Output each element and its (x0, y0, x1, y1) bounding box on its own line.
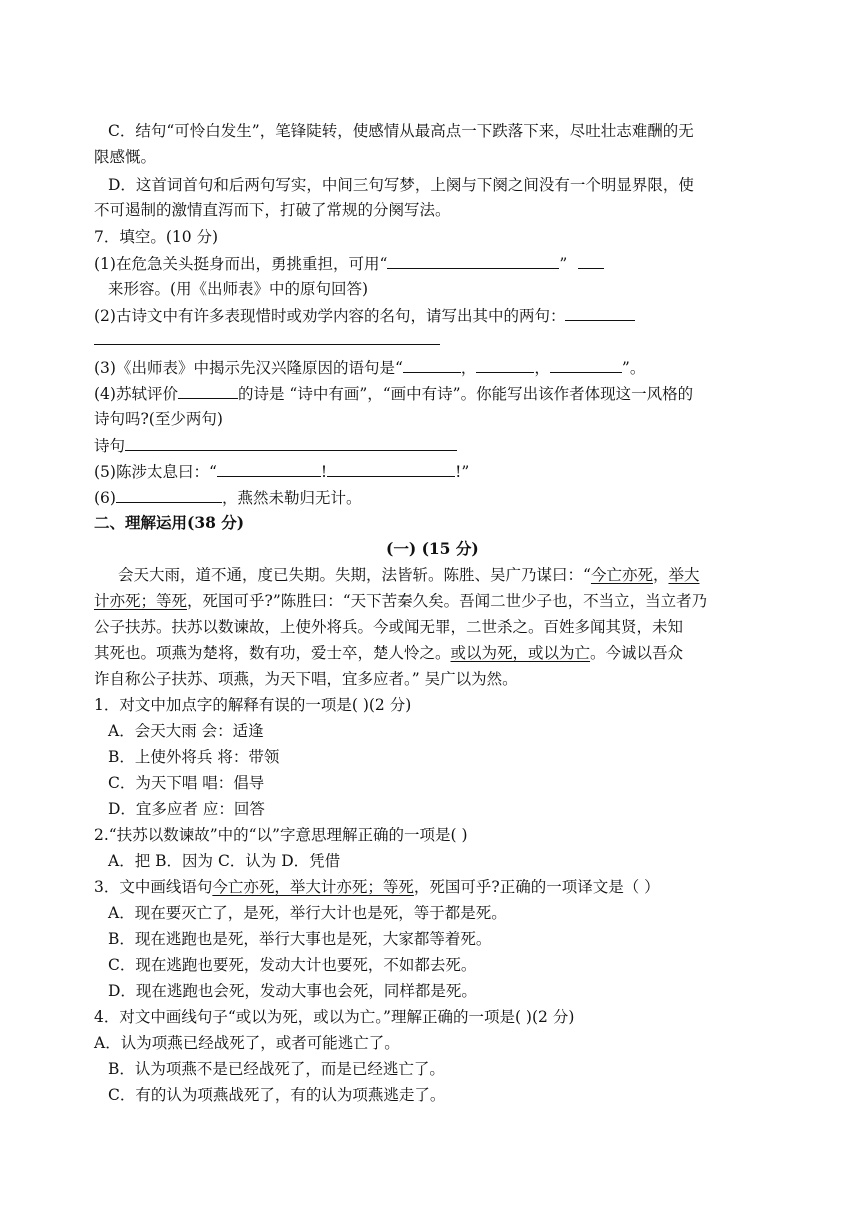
q7-item5-text: (5)陈涉太息曰：“ (94, 463, 217, 481)
q7-item3-end: ”。 (621, 359, 646, 377)
q7-item6-text: ，燕然未勒归无计。 (221, 489, 362, 507)
answer-blank[interactable] (578, 250, 604, 269)
q6-option-d-line2: 不可遏制的激情直泻而下，打破了常规的分阕写法。 (94, 201, 451, 219)
q7-item4-answer (94, 432, 457, 459)
q6-option-c-line2: 限感慨。 (94, 148, 157, 166)
q1-option-b[interactable]: B．上使外将兵 将：带领 (108, 748, 280, 766)
q1-option-d[interactable]: D．宜多应者 应：回答 (108, 800, 265, 818)
q7-item6-label: (6) (94, 489, 116, 507)
passage-line-4 (94, 640, 683, 666)
q7-item2 (94, 302, 635, 329)
q1-option-a[interactable]: A．会天大雨 会：适逢 (108, 722, 264, 740)
question-2: 2.“扶苏以数谏故”中的“以”字意思理解正确的一项是( ) (94, 826, 468, 844)
q7-title: 7．填空。(10 分) (94, 228, 219, 246)
underlined-text: 今亡亦死 (590, 566, 653, 584)
q7-item5-excl: ! (320, 463, 328, 481)
passage-text: 会天大雨，道不通，度已失期。失期，法皆斩。陈胜、吴广乃谋曰：“ (118, 566, 591, 584)
answer-blank[interactable] (217, 458, 321, 477)
q2-options[interactable]: A．把 B．因为 C．认为 D．凭借 (108, 852, 341, 870)
answer-blank[interactable] (178, 380, 238, 399)
answer-blank[interactable] (327, 458, 455, 477)
q7-item3-sep: ， (460, 359, 477, 377)
question-3 (94, 874, 660, 900)
q6-option-c-line1: C．结句“可怜白发生”，笔锋陡转，使感情从最高点一下跌落下来，尽吐壮志难酬的无 (108, 122, 694, 140)
passage-text: 其死也。项燕为楚将，数有功，爱士卒，楚人怜之。 (94, 644, 451, 662)
q7-item5-end: !” (455, 463, 470, 481)
part-heading: (一) (15 分) (386, 539, 479, 558)
question-4: 4．对文中画线句子“或以为死，或以为亡。”理解正确的一项是( )(2 分) (94, 1008, 575, 1026)
question-1: 1．对文中加点字的解释有误的一项是( )(2 分) (94, 696, 412, 714)
q3-option-a[interactable]: A．现在要灭亡了，是死，举行大计也是死，等于都是死。 (108, 904, 507, 922)
q7-item1-text: (1)在危急关头挺身而出，勇挑重担，可用“ (94, 255, 388, 273)
underlined-text: 举大 (668, 566, 700, 584)
q7-item1-quote: ” (559, 255, 568, 273)
q3-option-c[interactable]: C．现在逃跑也要死，发动大计也要死，不如都去死。 (108, 956, 477, 974)
underlined-text: 计亦死；等死 (94, 592, 188, 610)
q7-item1-line2: 来形容。(用《出师表》中的原句回答) (108, 280, 369, 298)
answer-blank[interactable] (387, 250, 559, 269)
passage-text: 。今诚以吾众 (590, 644, 684, 662)
passage-line-3: 公子扶苏。扶苏以数谏故，上使外将兵。今或闻无罪，二世杀之。百姓多闻其贤，未知 (94, 618, 684, 636)
underlined-text: 或以为死，或以为亡 (450, 644, 591, 662)
section-heading: 二、理解运用(38 分) (94, 513, 245, 532)
q4-option-c[interactable]: C．有的认为项燕战死了，有的认为项燕逃走了。 (108, 1086, 446, 1104)
answer-blank[interactable] (565, 302, 635, 321)
passage-line-5: 诈自称公子扶苏、项燕，为天下唱，宜多应者。” 吴广以为然。 (94, 670, 518, 688)
q1-option-c[interactable]: C．为天下唱 唱：倡导 (108, 774, 265, 792)
q7-item3-sep: ， (534, 359, 550, 377)
answer-blank[interactable] (550, 354, 622, 373)
passage-text: ， (652, 566, 669, 584)
underlined-text: 今亡亦死，举大计亦死；等死 (212, 878, 414, 896)
question-text: 3．文中画线语句 (94, 878, 213, 896)
q7-item4-line2: 诗句吗?(至少两句) (94, 410, 223, 428)
q7-item3-text: (3)《出师表》中揭示先汉兴隆原因的语句是“ (94, 359, 403, 377)
q4-option-a[interactable]: A．认为项燕已经战死了，或者可能逃亡了。 (94, 1034, 400, 1052)
q7-item3 (94, 354, 645, 381)
q7-item4-label: 诗句 (94, 437, 126, 455)
q7-item2-text: (2)古诗文中有许多表现惜时或劝学内容的名句，请写出其中的两句： (94, 307, 566, 325)
q7-item4-text-a: (4)苏轼评价 (94, 385, 178, 403)
q6-option-d-line1: D．这首词首句和后两句写实，中间三句写梦，上阕与下阕之间没有一个明显界限，使 (108, 176, 694, 194)
q3-option-d[interactable]: D．现在逃跑也会死，发动大事也会死，同样都是死。 (108, 982, 477, 1000)
q7-item6 (94, 484, 361, 511)
q7-item4 (94, 380, 693, 407)
answer-line[interactable] (94, 344, 440, 345)
question-text: ，死国可乎?正确的一项译文是（ ） (413, 878, 660, 896)
q4-option-b[interactable]: B．认为项燕不是已经战死了，而是已经逃亡了。 (108, 1060, 445, 1078)
passage-line-1 (118, 562, 699, 588)
answer-blank[interactable] (403, 354, 461, 373)
answer-blank[interactable] (125, 432, 457, 451)
q7-item4-text-b: 的诗是 “诗中有画”，“画中有诗”。你能写出该作者体现这一风格的 (237, 385, 694, 403)
q7-item5 (94, 458, 469, 485)
q7-item1 (94, 250, 604, 277)
answer-blank[interactable] (116, 484, 222, 503)
passage-line-2 (94, 588, 707, 614)
answer-blank[interactable] (476, 354, 534, 373)
q3-option-b[interactable]: B．现在逃跑也是死，举行大事也是死，大家都等着死。 (108, 930, 492, 948)
passage-text: ，死国可乎?”陈胜曰：“天下苦秦久矣。吾闻二世少子也，不当立，当立者乃 (187, 592, 708, 610)
